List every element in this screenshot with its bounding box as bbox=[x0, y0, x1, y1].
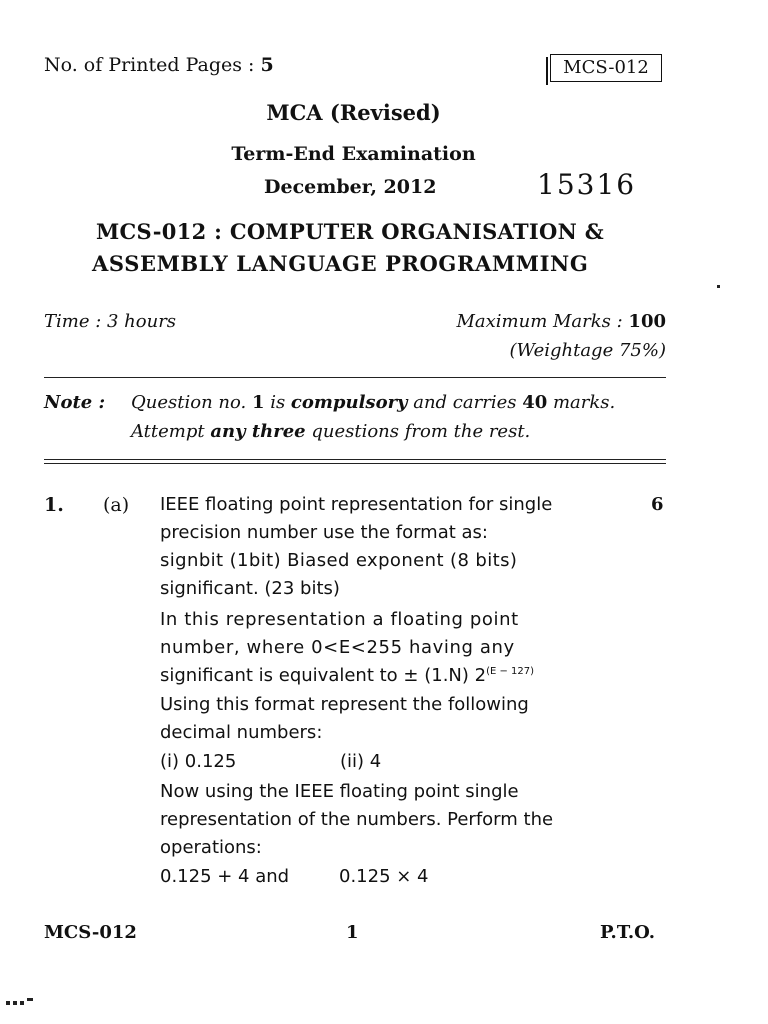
divider-double-2 bbox=[44, 463, 666, 464]
sub-item-i: (i) 0.125 bbox=[160, 751, 237, 772]
footer-page-number: 1 bbox=[346, 922, 359, 943]
divider-double-1 bbox=[44, 459, 666, 460]
scan-speck bbox=[6, 1001, 10, 1005]
note-compulsory: compulsory bbox=[290, 392, 408, 413]
question-line: decimal numbers: bbox=[160, 722, 323, 743]
course-code-box: MCS-012 bbox=[550, 54, 662, 82]
question-line: number, where 0<E<255 having any bbox=[160, 637, 515, 658]
note-line-1 bbox=[131, 392, 615, 413]
question-line: operations: bbox=[160, 837, 262, 858]
note-text: Attempt bbox=[131, 421, 211, 442]
note-text: and carries bbox=[407, 392, 523, 413]
note-question-number: 1 bbox=[251, 392, 265, 413]
question-line: precision number use the format as: bbox=[160, 522, 488, 543]
formula-exponent: (E − 127) bbox=[486, 666, 535, 677]
operation-2: 0.125 × 4 bbox=[339, 866, 429, 887]
question-marks: 6 bbox=[651, 494, 664, 515]
scan-speck bbox=[20, 1001, 24, 1005]
sub-item-ii: (ii) 4 bbox=[340, 751, 382, 772]
formula-text: significant is equivalent to ± (1.N) 2 bbox=[160, 665, 487, 686]
course-title-line-1: MCS-012 : COMPUTER ORGANISATION & bbox=[96, 219, 604, 244]
note-text: questions from the rest. bbox=[305, 421, 531, 442]
printed-pages-value: 5 bbox=[260, 54, 274, 76]
question-line: In this representation a floating point bbox=[160, 609, 519, 630]
printed-pages bbox=[44, 54, 274, 76]
time-value: 3 hours bbox=[107, 311, 177, 332]
note-text: is bbox=[264, 392, 291, 413]
scan-speck bbox=[27, 998, 33, 1001]
note-text: marks. bbox=[547, 392, 616, 413]
programme-title: MCA (Revised) bbox=[266, 100, 441, 125]
maximum-marks bbox=[456, 311, 666, 332]
course-title-line-2: ASSEMBLY LANGUAGE PROGRAMMING bbox=[92, 251, 589, 276]
question-line: signbit (1bit) Biased exponent (8 bits) bbox=[160, 550, 518, 571]
serial-number: 15316 bbox=[537, 168, 637, 201]
question-line: IEEE floating point representation for single bbox=[160, 494, 553, 515]
question-number: 1. bbox=[44, 494, 64, 516]
exam-title: Term-End Examination bbox=[231, 143, 476, 165]
printed-pages-label: No. of Printed Pages : bbox=[44, 54, 261, 76]
note-label: Note : bbox=[44, 392, 106, 413]
note-line-2 bbox=[131, 421, 530, 442]
question-line: Using this format represent the following bbox=[160, 694, 529, 715]
question-line: Now using the IEEE floating point single bbox=[160, 781, 519, 802]
time-allowed bbox=[44, 311, 176, 332]
note-marks: 40 bbox=[522, 392, 548, 413]
note-any-three: any three bbox=[210, 421, 306, 442]
scan-speck bbox=[717, 285, 720, 288]
marks-label: Maximum Marks : bbox=[456, 311, 629, 332]
question-line: significant. (23 bits) bbox=[160, 578, 340, 599]
question-line: representation of the numbers. Perform the bbox=[160, 809, 554, 830]
footer-course-code: MCS-012 bbox=[44, 922, 137, 943]
footer-pto: P.T.O. bbox=[600, 922, 656, 943]
operation-1: 0.125 + 4 and bbox=[160, 866, 290, 887]
scan-speck bbox=[13, 1001, 17, 1005]
note-text: Question no. bbox=[131, 392, 252, 413]
weightage: (Weightage 75%) bbox=[509, 340, 666, 361]
marks-value: 100 bbox=[628, 311, 666, 332]
divider-top bbox=[44, 377, 666, 378]
question-line-formula bbox=[160, 665, 534, 686]
time-label: Time : bbox=[44, 311, 107, 332]
exam-session: December, 2012 bbox=[264, 176, 437, 198]
question-part: (a) bbox=[103, 494, 130, 516]
